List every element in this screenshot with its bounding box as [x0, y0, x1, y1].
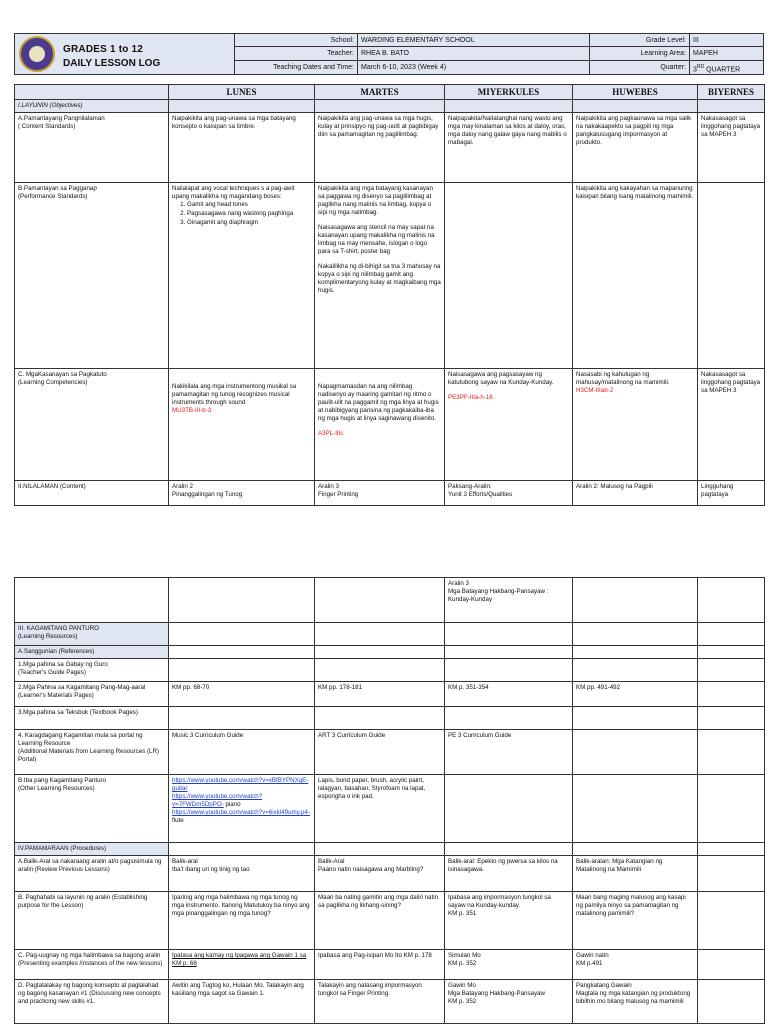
discussion-huwebes: Pangkatang Gawain Magtala ng mga katangian ng produktong bibilhin mo bilang malusog na mamimili: [573, 980, 698, 1024]
header-block: [14, 33, 764, 75]
lr-portal-lunes: Music 3 Curriculum Guide: [169, 730, 315, 775]
day-header-row: [15, 85, 765, 100]
resources-label: III. KAGAMITANG PANTURO (Learning Resources): [15, 623, 169, 646]
day-header-biyernes: BIYERNES: [698, 85, 765, 100]
learners-materials-label: 2.Mga Pahina sa Kagamitang Pang-Mag-aaral (Learner's Materials Pages): [15, 682, 169, 707]
objectives-label: I.LAYUNIN (Objectives): [15, 100, 169, 113]
day-header-lunes: LUNES: [169, 85, 315, 100]
content-row: [15, 481, 765, 506]
content-continued-row: [15, 578, 765, 623]
examples-martes: Ipabasa ang Pag-isipan Mo Ito KM p. 178: [315, 950, 445, 980]
learners-materials-lunes: KM pp. 68-70: [169, 682, 315, 707]
performance-standards-label: B.Pamantayan sa Pagganap (Performance Standards): [15, 183, 169, 369]
discussion-row: [15, 980, 765, 1024]
content-standards-biyernes: Nakasasagot sa linggohang pagtataya sa MAPEH 3: [698, 113, 765, 183]
day-header-huwebes: HUWEBES: [573, 85, 698, 100]
objectives-row: [15, 100, 765, 113]
lr-portal-martes: ART 3 Curriculum Guide: [315, 730, 445, 775]
review-huwebes: Balik-aralan: Mga Katangian ng Matalinong na Mamimili: [573, 856, 698, 892]
content-continued-miyerkules: Aralin 3 Mga Batayang Hakbang-Pansayaw : Kunday-Kunday: [445, 578, 573, 623]
discussion-lunes: Awitin ang Tugtog ko, Hulaan Mo. Talakayin ang kasiilang mga sagot sa Gawain 1.: [169, 980, 315, 1024]
examples-lunes: Ipatasa ang kamay ng Ipagawa ang Gawain 1 sa KM p. 68: [169, 950, 315, 980]
dll-title: DAILY LESSON LOG: [63, 58, 161, 69]
discussion-miyerkules: Gawin Mo Mga Batayang Hakbang-Pansayaw KM p. 352: [445, 980, 573, 1024]
discussion-martes: Talakayin ang natasang impormasyon tungkol sa Finger Printing.: [315, 980, 445, 1024]
competency-code: H3CM-IIIab-2: [576, 387, 614, 394]
teacher-value: RHEA B. BATO: [358, 47, 590, 60]
purpose-lunes: Iparinig ang mga halimbawa ng mga tunog ng mga instrumento. Itanong Matutukoy ba ninyo ang mga pinanggalingan ng mga tunog?: [169, 892, 315, 950]
review-label: A.Balik-Aral sa nakaraang aralin at/o pagsisimula ng aralin (Review Previous Lessons): [15, 856, 169, 892]
competencies-lunes: Nakikilala ang mga instrumentong musikal sa pamamagitan ng tunog recognizes musical instruments through sound MU3TB-III-b-3: [169, 369, 315, 481]
other-resources-lunes: https://www.youtube.com/watch?v=xBfBYPNXqE-guitar https://www.youtube.com/watch?v=7FWDm5DpPO- piano https://www.youtube.com/watch?v=6ixkl49umy.p4- flute: [169, 775, 315, 843]
textbook-row: [15, 707, 765, 730]
grade-level-label: Grade Level:: [590, 34, 690, 47]
competencies-martes: Napagmamasdan na ang nilimbag nadisenyo ay maaring gamitan ng ritmo o paulit-ulit na paggamit ng mga linya at hugis at nabibigyang pansina ng pagkakaiba-iba ng mga hugis at linya saginawang disenito. A3PL-IIIc: [315, 369, 445, 481]
review-miyerkules: Balik-aral: Epekto ng pwersa sa kilos na isinasagawa.: [445, 856, 573, 892]
lr-portal-row: [15, 730, 765, 775]
header-info-grid: [235, 34, 763, 74]
content-huwebes: Aralin 2: Malusog na Pagpili: [573, 481, 698, 506]
other-resources-row: [15, 775, 765, 843]
dates-label: Teaching Dates and Time:: [235, 61, 358, 74]
vocal-technique-list: [172, 201, 311, 227]
content-label: II.NILALAMAN (Content): [15, 481, 169, 506]
performance-standards-biyernes: [698, 183, 765, 369]
purpose-huwebes: Maari bang maging malusog ang kasapi ng pamilya ninyo sa pamamagitan ng matalinong pamimili?: [573, 892, 698, 950]
performance-standards-lunes: Nailalapat ang vocal techniques s a pag-awit upang makalikha ng magandang boses: 1. Gamit ang head tones 2. Pagsasagawa nang wastong paghinga 3. Ginagamit ang diaphragm: [169, 183, 315, 369]
competency-code: MU3TB-III-b-3: [172, 407, 212, 414]
content-standards-miyerkules: Naipapakita/Naitatanghal nang wasto ang mga may kinalaman sa kilos at daloy, oras, mga daloy nang galaw gaya nang mabilis o mabagal.: [445, 113, 573, 183]
header-row-teacher: [235, 47, 763, 60]
examples-huwebes: Gawin natin KM p.491: [573, 950, 698, 980]
learning-area-value: MAPEH: [690, 47, 763, 60]
teachers-guide-row: [15, 659, 765, 682]
competency-code: PE3PF-IIIa-h-16: [448, 394, 493, 401]
competencies-huwebes: Nasasabi ng kahulugan ng mahusay/matalinong na mamimili. H3CM-IIIab-2: [573, 369, 698, 481]
content-martes: Aralin 3 Finger Printing: [315, 481, 445, 506]
content-standards-label: A.Pamantayang Pangnilalaman ( Content Standards): [15, 113, 169, 183]
competencies-miyerkules: Naisasagawa ang pagsasayaw ng katutubong sayaw na Kunday-Kunday. PE3PF-IIIa-h-16: [445, 369, 573, 481]
school-value: WARDING ELEMENTARY SCHOOL: [358, 34, 590, 47]
references-label: A.Sanggunian (References): [15, 646, 169, 659]
competencies-row: [15, 369, 765, 481]
review-martes: Balik-Aral Paano natin naisagawa ang Marbling?: [315, 856, 445, 892]
list-item: 2. Pagsasagawa nang wastong paghinga: [187, 210, 311, 218]
dates-value: March 6-10, 2023 (Week 4): [358, 61, 590, 74]
content-miyerkules: Paksang-Aralin: Yunit 3 Efforts/Qualities: [445, 481, 573, 506]
grades-title: GRADES 1 to 12: [63, 44, 144, 55]
school-label: School:: [235, 34, 358, 47]
list-item: 3. Ginagamit ang diaphragm: [187, 219, 311, 227]
quarter-label: Quarter:: [590, 61, 690, 74]
header-row-dates: [235, 61, 763, 74]
video-link-piano[interactable]: https://www.youtube.com/watch?v=7FWDm5DpPO-: [172, 793, 263, 808]
performance-standards-huwebes: Naipakikita ang kakayahan sa mapanuring kaisipan bilang isang matalinong mamimili.: [573, 183, 698, 369]
examples-label: C. Pag-uugnay ng mga halimbawa sa bagong aralin (Presenting examples /instances of the new lessons): [15, 950, 169, 980]
textbook-label: 3.Mga pahina sa Teksbuk (Textbook Pages): [15, 707, 169, 730]
logo-cell: [15, 34, 235, 74]
day-header-miyerkules: MIYERKULES: [445, 85, 573, 100]
competencies-label: C. MgaKasanayan sa Pagkatuto (Learning Competencies): [15, 369, 169, 481]
list-item: 1. Gamit ang head tones: [187, 201, 311, 209]
review-row: [15, 856, 765, 892]
lr-portal-miyerkules: PE 3 Curriculum Guide: [445, 730, 573, 775]
other-resources-martes: Lapis, bond paper, brush, acrylic paint, lalagyan, basahan, Styrofoam na lapat, espongha o ink pad.: [315, 775, 445, 843]
competencies-biyernes: Nakasasagot sa linggohang pagtataya sa MAPEH 3: [698, 369, 765, 481]
references-row: [15, 646, 765, 659]
content-standards-row: [15, 113, 765, 183]
procedures-row: [15, 843, 765, 856]
resources-row: [15, 623, 765, 646]
learners-materials-row: [15, 682, 765, 707]
examples-miyerkules: Simulan Mo KM p. 352: [445, 950, 573, 980]
content-standards-huwebes: Naipakikita ang pagkaunawa sa mga salik na nakakaapekto sa pagpili ng mga pangkalusugang impormasyon at produkto.: [573, 113, 698, 183]
deped-seal-icon: [19, 36, 55, 72]
review-lunes: Balik-aral Iba't ibang uri ng tinig ng tao: [169, 856, 315, 892]
performance-standards-miyerkules: [445, 183, 573, 369]
discussion-label: D. Pagtatalakay ng bagong konsepto at paglalahad ng bagong kasanayan #1 (Discussing new concepts and practicing new skills #1.: [15, 980, 169, 1024]
teacher-label: Teacher:: [235, 47, 358, 60]
purpose-label: B. Paghahabi sa layunin ng aralin (Establishing purpose for the Lesson): [15, 892, 169, 950]
learners-materials-martes: KM pp. 178-181: [315, 682, 445, 707]
performance-standards-row: [15, 183, 765, 369]
lesson-table-part-1: [14, 84, 765, 506]
teachers-guide-label: 1.Mga pahina sa Gabay ng Guro (Teacher's Guide Pages): [15, 659, 169, 682]
header-row-school: [235, 34, 763, 47]
lr-portal-label: 4. Karagdagang Kagamitan mula sa portal ng Learning Resource (Additional Materials from Learning Resources (LR) Portal): [15, 730, 169, 775]
blank-header-cell: [15, 85, 169, 100]
purpose-martes: Maari ba nating gamitin ang mga daliri natin sa paglikha ng likhang-sining?: [315, 892, 445, 950]
lesson-table-part-2: [14, 577, 765, 1024]
performance-standards-martes: Naipakikita ang mga batayang kasanayan sa paggawa ng disenyo sa paglilimbag at paglikha nang malinis na limbag, kopya o sipi ng mga nalimbag. Naisasagawa ang stencil na may sapat na kasanayan upang makalikha ng malinis na limbag na may mensahe, islogan o logo para sa T-shirt, poster bag Nakalilikha ng di-bihigit sa tna 3 mahusay na kopya o sipi ng nilimbag gamit ang komplimentaryong kulay at magkaibang mga hugis.: [315, 183, 445, 369]
purpose-row: [15, 892, 765, 950]
content-standards-martes: Naipakikita ang pag-unawa sa mga hugis, kulay at prinsipyo ng pag-uulit at pagbibigay diin sa pamamagitan ng paglilimbag.: [315, 113, 445, 183]
quarter-value: 3RD QUARTER: [693, 63, 741, 73]
video-link-flute[interactable]: https://www.youtube.com/watch?v=6ixkl49umy.p4-: [172, 809, 310, 816]
grade-level-value: III: [690, 34, 763, 47]
content-biyernes: Lingguhang pagtataya: [698, 481, 765, 506]
other-resources-label: B.Iba pang Kagamitang Panturo (Other Learning Resources): [15, 775, 169, 843]
video-link-guitar[interactable]: https://www.youtube.com/watch?v=xBfBYPNXqE-guitar: [172, 777, 309, 792]
day-header-martes: MARTES: [315, 85, 445, 100]
purpose-miyerkules: Ipabasa ang impormasyon tungkol sa sayaw na Kunday-kunday. KM p. 351: [445, 892, 573, 950]
content-lunes: Aralin 2 Pinanggalingan ng Tunog: [169, 481, 315, 506]
content-standards-lunes: Naipakikita ang pag-unawa sa mga batayang konsepto o kaisipan sa timbre.: [169, 113, 315, 183]
learners-materials-huwebes: KM pp. 491-492: [573, 682, 698, 707]
competency-code: A3PL-IIIc: [318, 430, 344, 437]
procedures-label: IV.PAMAMARAAN (Procedures): [15, 843, 169, 856]
learners-materials-miyerkules: KM p. 351-354: [445, 682, 573, 707]
examples-row: [15, 950, 765, 980]
learning-area-label: Learning Area:: [590, 47, 690, 60]
